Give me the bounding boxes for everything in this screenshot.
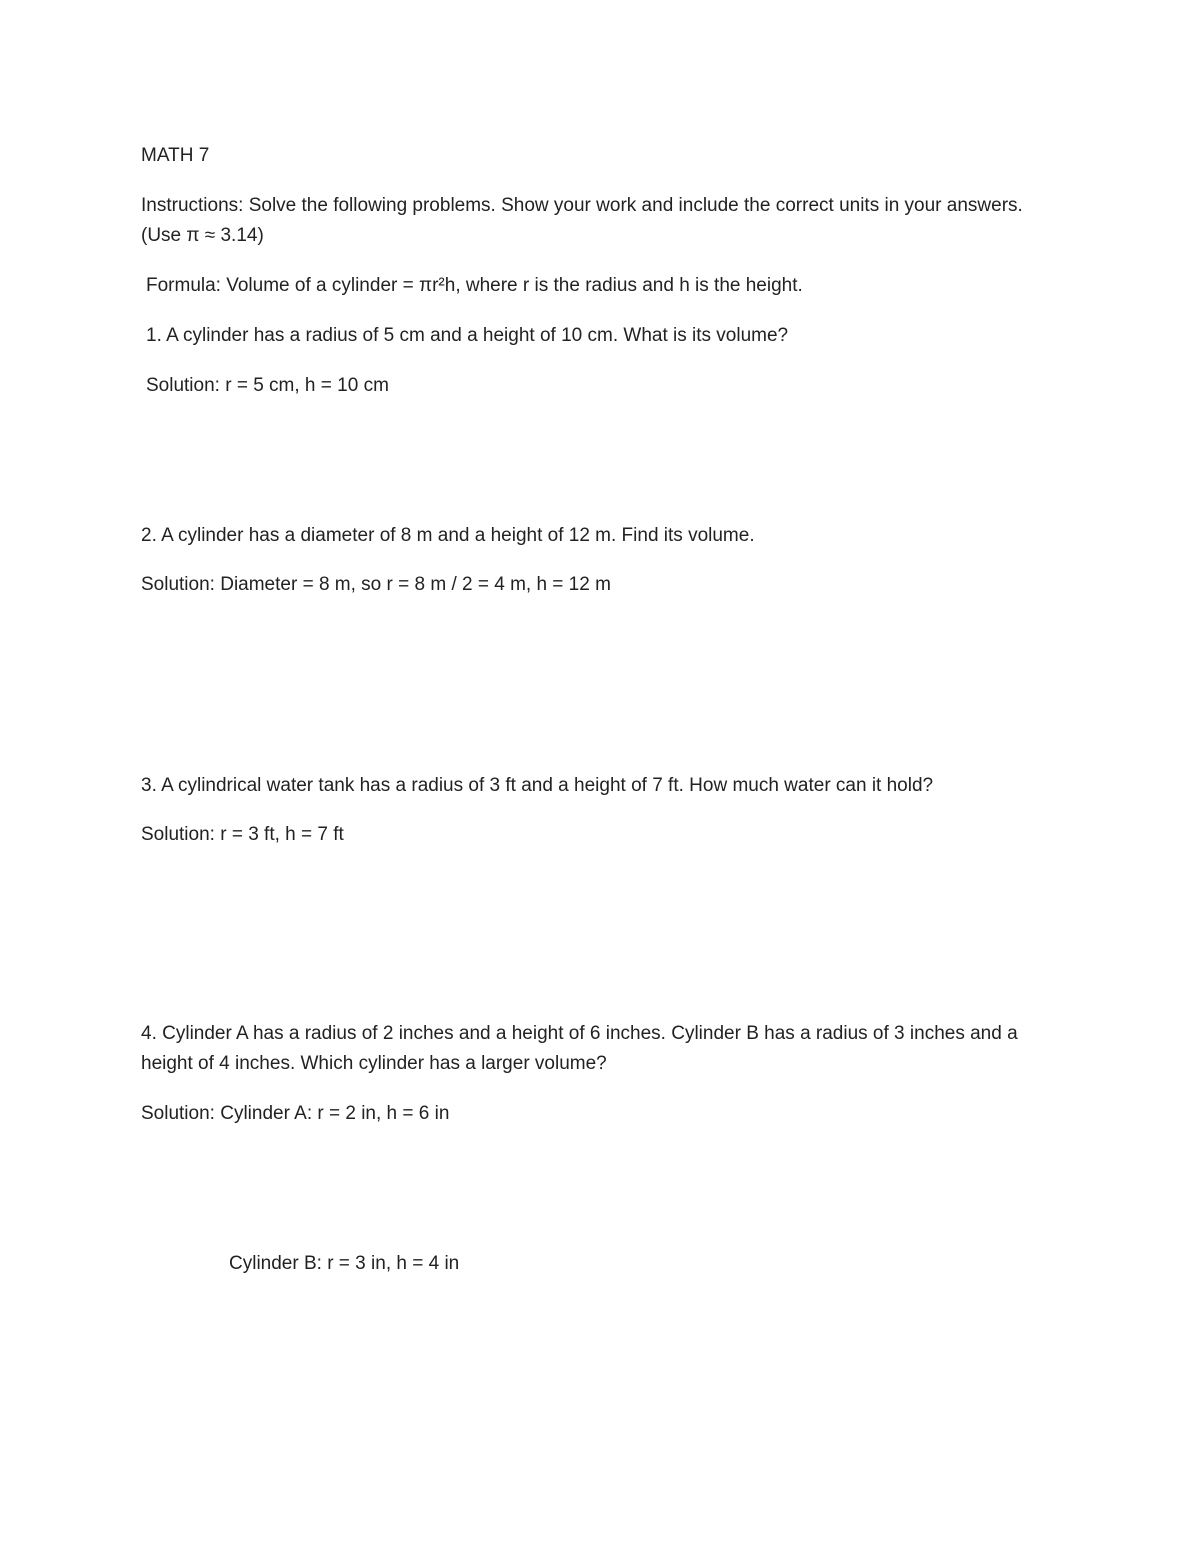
document-title: MATH 7 xyxy=(141,145,210,166)
instructions-text: Instructions: Solve the following problems. Show your work and include the correct units in your answers. (Use π ≈ 3.14) xyxy=(141,195,1023,246)
problem-4-solution: Solution: Cylinder A: r = 2 in, h = 6 in xyxy=(141,1103,450,1124)
problem-2-question: 2. A cylinder has a diameter of 8 m and a height of 12 m. Find its volume. xyxy=(141,525,755,546)
problem-4-question: 4. Cylinder A has a radius of 2 inches and a height of 6 inches. Cylinder B has a radius of 3 inches and a height of 4 inches. Which cylinder has a larger volume? xyxy=(141,1023,1018,1074)
problem-3-question: 3. A cylindrical water tank has a radius of 3 ft and a height of 7 ft. How much water can it hold? xyxy=(141,775,934,796)
formula-text: Formula: Volume of a cylinder = πr²h, where r is the radius and h is the height. xyxy=(146,275,803,296)
problem-4-solution-cylinder-b: Cylinder B: r = 3 in, h = 4 in xyxy=(229,1253,460,1274)
problem-1-solution: Solution: r = 5 cm, h = 10 cm xyxy=(146,375,389,396)
problem-3-solution: Solution: r = 3 ft, h = 7 ft xyxy=(141,824,344,845)
problem-1-question: 1. A cylinder has a radius of 5 cm and a height of 10 cm. What is its volume? xyxy=(146,325,789,346)
problem-2-solution: Solution: Diameter = 8 m, so r = 8 m / 2 = 4 m, h = 12 m xyxy=(141,574,611,595)
